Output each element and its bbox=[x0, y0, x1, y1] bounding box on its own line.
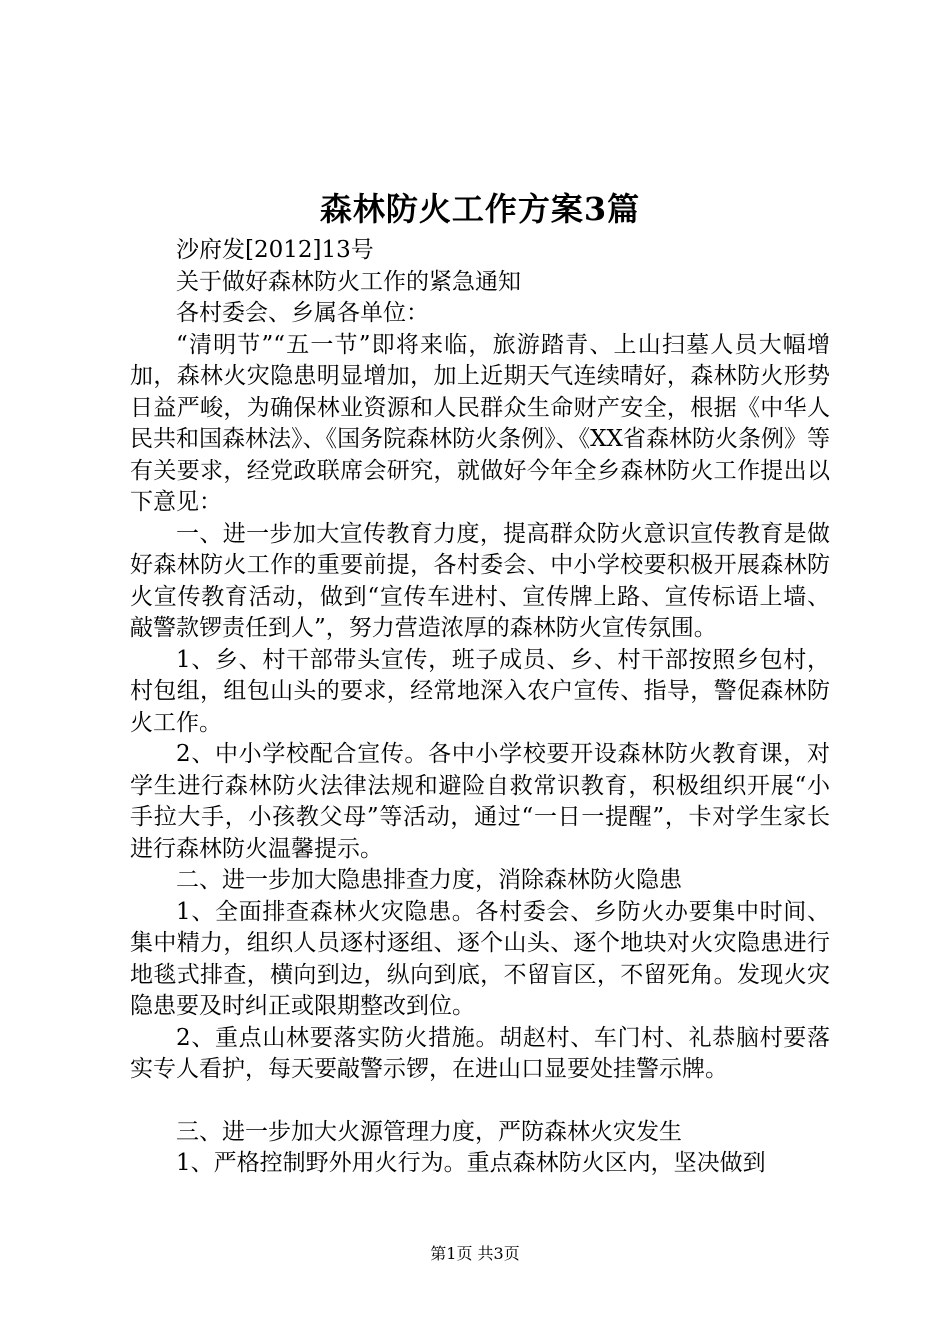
paragraph-intro: “清明节”“五一节”即将来临，旅游踏青、上山扫墓人员大幅增加，森林火灾隐患明显增加，加上近期天气连续晴好，森林防火形势日益严峻，为确保林业资源和人民群众生命财产安全，根据《中华人民共和国森林法》、《国务院森林防火条例》、《XX省森林防火条例》等有关要求，经党政联席会研究，就做好今年全乡森林防火工作提出以下意见： bbox=[130, 331, 830, 515]
recipients: 各村委会、乡属各单位： bbox=[176, 300, 429, 326]
document-number: 沙府发[2012]13号 bbox=[176, 237, 374, 263]
section-one: 一、进一步加大宣传教育力度，提高群众防火意识宣传教育是做好森林防火工作的重要前提，各村委会、中小学校要积极开展森林防火宣传教育活动，做到“宣传车进村、宣传牌上路、宣传标语上墙、敲警款锣责任到人”，努力营造浓厚的森林防火宣传氛围。 bbox=[130, 520, 830, 641]
section-two-heading: 二、进一步加大隐患排查力度，消除森林防火隐患 bbox=[176, 867, 682, 893]
paragraph-gap bbox=[130, 1086, 830, 1117]
section-three-heading: 三、进一步加大火源管理力度，严防森林火灾发生 bbox=[176, 1118, 682, 1145]
section-two-item-1: 1、全面排查森林火灾隐患。各村委会、乡防火办要集中时间、集中精力，组织人员逐村逐组、逐个山头、逐个地块对火灾隐患进行地毯式排查，横向到边，纵向到底，不留盲区，不留死角。发现火灾隐患要及时纠正或限期整改到位。 bbox=[130, 898, 830, 1019]
document-page bbox=[130, 185, 830, 1180]
page-footer: 第1页 共3页 bbox=[430, 1244, 520, 1263]
document-title: 森林防火工作方案3篇 bbox=[319, 190, 641, 228]
section-three-item-1: 1、严格控制野外用火行为。重点森林防火区内，坚决做到 bbox=[176, 1150, 766, 1176]
section-one-item-1: 1、乡、村干部带头宣传，班子成员、乡、村干部按照乡包村，村包组，组包山头的要求，经常地深入农户宣传、指导，警促森林防火工作。 bbox=[130, 646, 830, 736]
section-one-item-2: 2、中小学校配合宣传。各中小学校要开设森林防火教育课，对学生进行森林防火法律法规和避险自救常识教育，积极组织开展“小手拉大手，小孩教父母”等活动，通过“一日一提醒”，卡对学生家长进行森林防火温馨提示。 bbox=[130, 741, 830, 862]
section-two-item-2: 2、重点山林要落实防火措施。胡赵村、车门村、礼恭脑村要落实专人看护，每天要敲警示锣，在进山口显要处挂警示牌。 bbox=[130, 1024, 830, 1082]
notice-subject: 关于做好森林防火工作的紧急通知 bbox=[176, 268, 521, 295]
